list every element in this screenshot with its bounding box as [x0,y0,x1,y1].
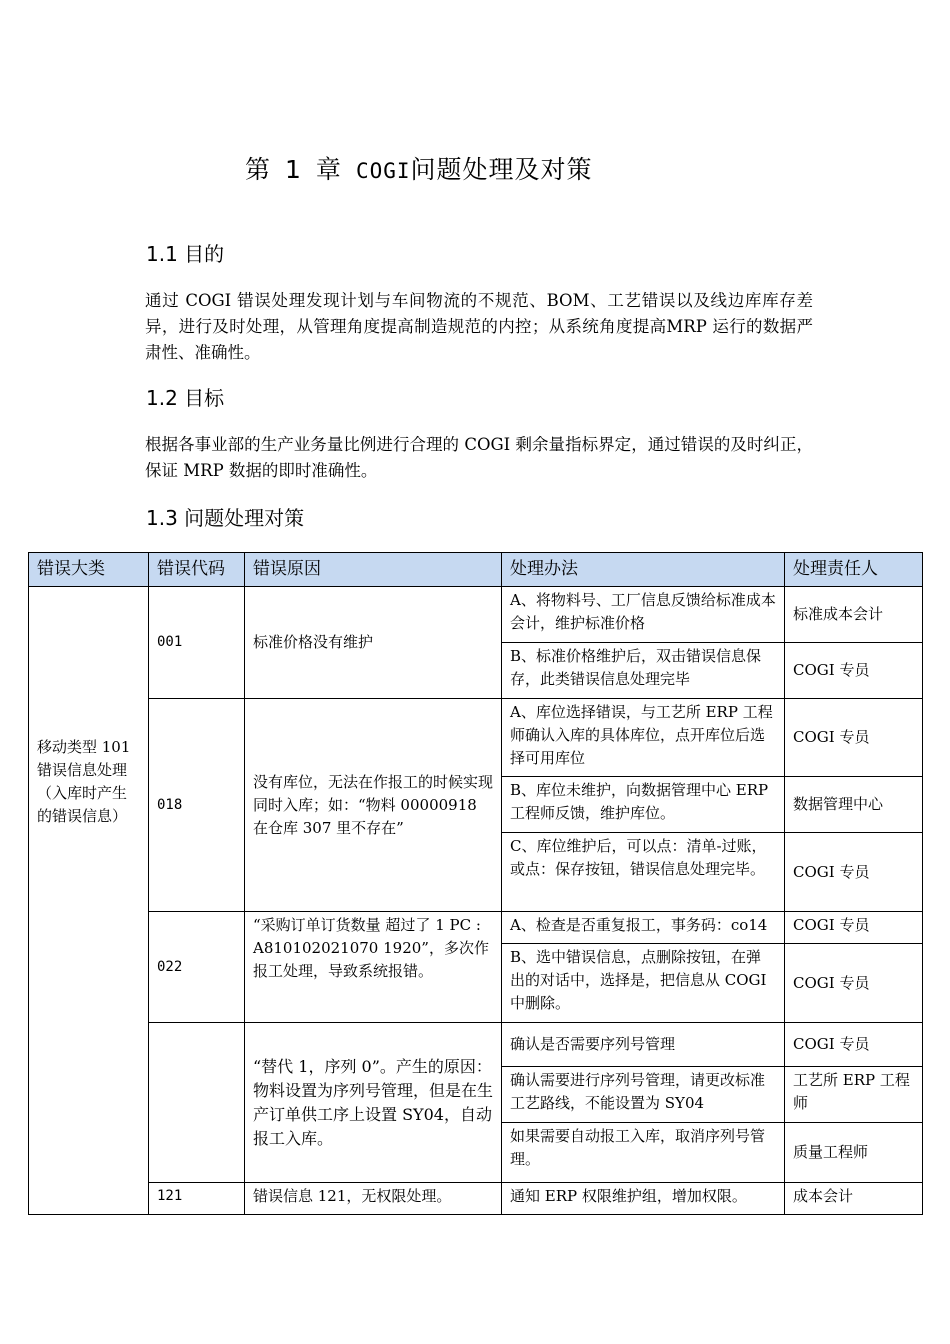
header-reason: 错误原因 [245,553,502,587]
handling-method: 确认需要进行序列号管理，请更改标准工艺路线，不能设置为 SY04 [502,1067,785,1123]
table-header-row [29,553,923,587]
category-cell: 移动类型 101 错误信息处理（入库时产生的错误信息） [29,587,149,1215]
handling-method: A、库位选择错误，与工艺所 ERP 工程师确认入库的具体库位，点开库位后选择可用库位 [502,699,785,777]
handling-method: 确认是否需要序列号管理 [502,1023,785,1067]
handling-method: B、选中错误信息，点删除按钮，在弹出的对话中，选择是，把信息从 COGI 中删除。 [502,944,785,1023]
table-row [29,912,923,944]
header-person: 处理责任人 [785,553,923,587]
error-reason: 错误信息 121，无权限处理。 [245,1183,502,1215]
error-code: 121 [149,1183,245,1215]
error-reason: 标准价格没有维护 [245,587,502,699]
chapter-title: 第 1 章 COGI问题处理及对策 [245,155,593,184]
header-code: 错误代码 [149,553,245,587]
table-row [29,699,923,777]
responsible-person: 工艺所 ERP 工程师 [785,1067,923,1123]
error-handling-table [28,552,923,1215]
handling-method: B、标准价格维护后，双击错误信息保存，此类错误信息处理完毕 [502,643,785,699]
table-row [29,1183,923,1215]
error-code: 001 [149,587,245,699]
responsible-person: 成本会计 [785,1183,923,1215]
error-reason: “采购订单订货数量 超过了 1 PC : A810102021070 1920”，多次作报工处理，导致系统报错。 [245,912,502,1023]
section-heading-goal: 1.2 目标 [146,386,225,410]
responsible-person: COGI 专员 [785,944,923,1023]
section-text-purpose: 通过 COGI 错误处理发现计划与车间物流的不规范、BOM、工艺错误以及线边库库存差异，进行及时处理，从管理角度提高制造规范的内控；从系统角度提高MRP 运行的数据严肃性、准确性。 [145,291,813,362]
handling-method: A、检查是否重复报工，事务码：co14 [502,912,785,944]
table-row [29,1023,923,1067]
section-text-goal: 根据各事业部的生产业务量比例进行合理的 COGI 剩余量指标界定，通过错误的及时纠正，保证 MRP 数据的即时准确性。 [145,435,813,480]
responsible-person: 数据管理中心 [785,777,923,833]
section-heading-purpose: 1.1 目的 [146,242,225,266]
header-category: 错误大类 [29,553,149,587]
responsible-person: 标准成本会计 [785,587,923,643]
responsible-person: COGI 专员 [785,643,923,699]
handling-method: C、库位维护后，可以点：清单-过账，或点：保存按钮，错误信息处理完毕。 [502,833,785,912]
error-code [149,1023,245,1183]
responsible-person: 质量工程师 [785,1123,923,1183]
handling-method: 通知 ERP 权限维护组，增加权限。 [502,1183,785,1215]
error-reason: 没有库位，无法在作报工的时候实现同时入库；如：“物料 00000918 在仓库 307 里不存在” [245,699,502,912]
responsible-person: COGI 专员 [785,1023,923,1067]
handling-method: 如果需要自动报工入库，取消序列号管理。 [502,1123,785,1183]
responsible-person: COGI 专员 [785,912,923,944]
error-code: 018 [149,699,245,912]
error-code: 022 [149,912,245,1023]
responsible-person: COGI 专员 [785,699,923,777]
handling-method: A、将物料号、工厂信息反馈给标准成本会计，维护标准价格 [502,587,785,643]
table-row [29,587,923,643]
handling-method: B、库位未维护，向数据管理中心 ERP 工程师反馈，维护库位。 [502,777,785,833]
header-method: 处理办法 [502,553,785,587]
section-heading-countermeasures: 1.3 问题处理对策 [146,506,305,530]
error-reason: “替代 1，序列 0”。产生的原因：物料设置为序列号管理，但是在生产订单供工序上设置 SY04，自动报工入库。 [245,1023,502,1183]
responsible-person: COGI 专员 [785,833,923,912]
